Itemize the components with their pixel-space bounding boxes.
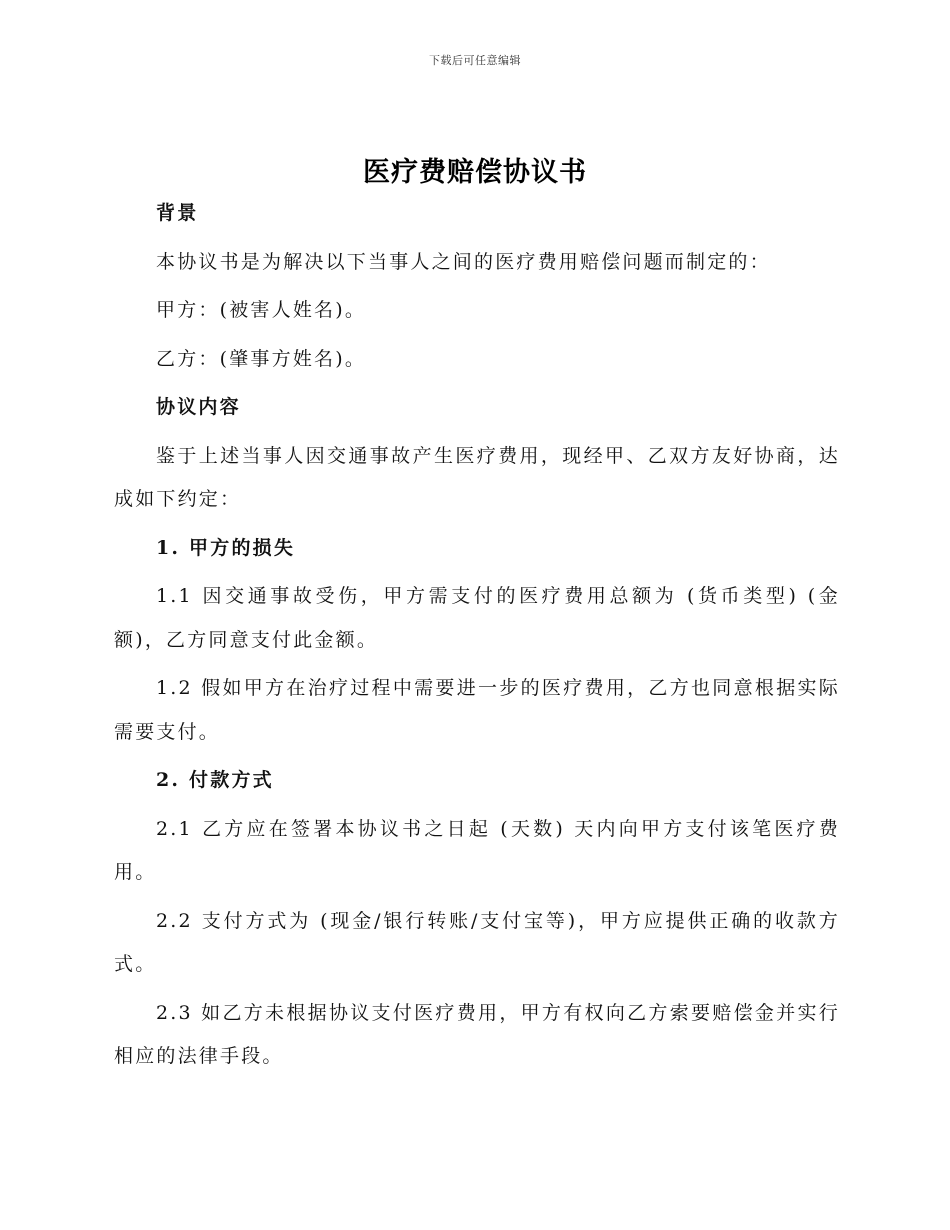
clause-2-3: 2.3 如乙方未根据协议支付医疗费用，甲方有权向乙方索要赔偿金并实行相应的法律手段。: [114, 1001, 840, 1067]
document-body: [114, 192, 840, 1084]
clause-1-2: 1.2 假如甲方在治疗过程中需要进一步的医疗费用，乙方也同意根据实际需要支付。: [114, 677, 840, 743]
clause-1-1: 1.1 因交通事故受伤，甲方需支付的医疗费用总额为 (货币类型) (金额)，乙方同意支付此金额。: [114, 585, 840, 651]
section-heading-payment: 2. 付款方式: [156, 769, 274, 791]
party-b: 乙方：(肇事方姓名)。: [156, 347, 367, 370]
section-heading-loss: 1. 甲方的损失: [156, 536, 296, 559]
header-note: 下载后可任意编辑: [429, 54, 521, 67]
document-title: 医疗费赔偿协议书: [363, 157, 587, 188]
content-intro: 鉴于上述当事人因交通事故产生医疗费用，现经甲、乙双方友好协商，达成如下约定：: [114, 444, 840, 510]
section-heading-content: 协议内容: [156, 396, 241, 418]
clause-2-2: 2.2 支付方式为 (现金/银行转账/支付宝等)，甲方应提供正确的收款方式。: [114, 909, 840, 975]
clause-2-1: 2.1 乙方应在签署本协议书之日起 (天数) 天内向甲方支付该笔医疗费用。: [114, 817, 840, 883]
section-heading-background: 背景: [156, 202, 199, 224]
party-a: 甲方：(被害人姓名)。: [156, 299, 367, 321]
background-intro: 本协议书是为解决以下当事人之间的医疗费用赔偿问题而制定的：: [156, 250, 771, 273]
